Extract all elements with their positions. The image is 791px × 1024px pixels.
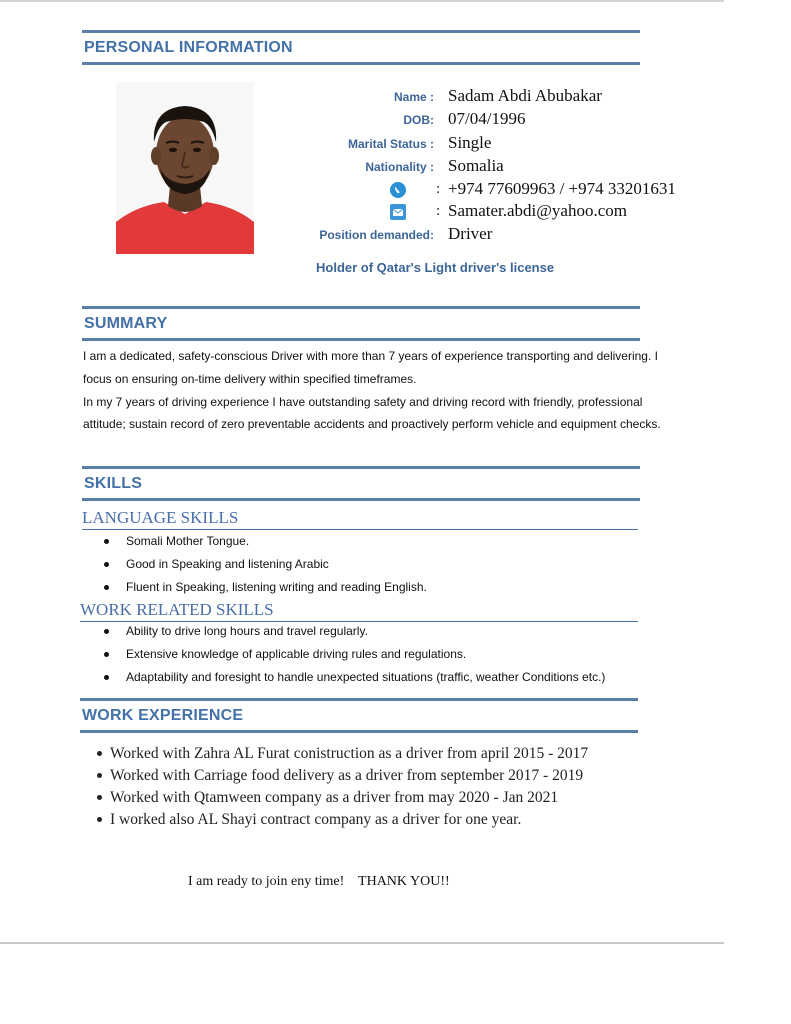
work-skills-title: WORK RELATED SKILLS <box>80 600 638 622</box>
info-row-position <box>290 224 710 246</box>
skills-title: SKILLS <box>84 475 143 492</box>
phone-icon <box>390 182 406 198</box>
summary-paragraph-1: I am a dedicated, safety-conscious Driver with more than 7 years of experience transporting and delivering. I focus on ensuring on-time delivery within specified timeframes. <box>83 349 658 386</box>
list-item: Fluent in Speaking, listening writing and reading English. <box>104 576 427 599</box>
phone-colon: : <box>436 181 441 197</box>
list-item: I worked also AL Shayi contract company as a driver for one year. <box>96 809 588 831</box>
list-item: Extensive knowledge of applicable driving rules and regulations. <box>104 643 605 666</box>
personal-info-title: PERSONAL INFORMATION <box>84 39 293 56</box>
info-row-name <box>290 86 710 108</box>
summary-header <box>82 306 640 341</box>
list-item: Adaptability and foresight to handle unexpected situations (traffic, weather Conditions etc.) <box>104 666 605 689</box>
marital-status-label: Marital Status : <box>347 137 434 151</box>
name-value: Sadam Abdi Abubakar <box>448 86 602 105</box>
list-item: Worked with Carriage food delivery as a driver from september 2017 - 2019 <box>96 765 588 787</box>
language-skills-title: LANGUAGE SKILLS <box>82 508 638 530</box>
list-item: Ability to drive long hours and travel regularly. <box>104 620 605 643</box>
info-row-email <box>290 201 710 223</box>
info-row-nationality <box>290 156 710 178</box>
profile-photo <box>116 82 254 254</box>
closing-line: I am ready to join eny time! THANK YOU!! <box>188 874 450 889</box>
work-experience-list <box>96 743 588 831</box>
dob-label: DOB: <box>403 113 434 127</box>
summary-paragraph-2: In my 7 years of driving experience I have outstanding safety and driving record with friendly, professional attitude; sustain record of zero preventable accidents and proactively perform vehicle and equipment checks. <box>83 394 661 432</box>
list-item: Worked with Zahra AL Furat conistruction as a driver from april 2015 - 2017 <box>96 743 588 765</box>
summary-text <box>83 345 663 436</box>
email-colon: : <box>436 203 441 219</box>
language-skills-list <box>104 530 427 599</box>
bottom-divider <box>0 942 724 944</box>
summary-title: SUMMARY <box>84 315 168 332</box>
info-row-marital <box>290 133 710 155</box>
name-label: Name : <box>393 90 434 104</box>
work-experience-header <box>80 698 638 733</box>
position-label: Position demanded: <box>319 228 434 242</box>
work-skills-list <box>104 620 605 689</box>
info-row-dob <box>290 109 710 131</box>
email-value: Samater.abdi@yahoo.com <box>448 201 627 220</box>
list-item: Worked with Qtamween company as a driver from may 2020 - Jan 2021 <box>96 787 588 809</box>
top-divider <box>0 0 724 2</box>
email-icon <box>390 204 406 220</box>
phone-value: +974 77609963 / +974 33201631 <box>448 179 676 198</box>
list-item: Good in Speaking and listening Arabic <box>104 553 427 576</box>
dob-value: 07/04/1996 <box>448 109 526 128</box>
list-item: Somali Mother Tongue. <box>104 530 427 553</box>
marital-status-value: Single <box>448 133 492 152</box>
info-row-phone <box>290 179 710 201</box>
personal-info-header <box>82 30 640 65</box>
nationality-value: Somalia <box>448 156 504 175</box>
license-note: Holder of Qatar's Light driver's license <box>316 260 555 275</box>
skills-header <box>82 466 640 501</box>
position-value: Driver <box>448 224 493 243</box>
work-experience-title: WORK EXPERIENCE <box>82 707 244 724</box>
nationality-label: Nationality : <box>365 160 434 174</box>
